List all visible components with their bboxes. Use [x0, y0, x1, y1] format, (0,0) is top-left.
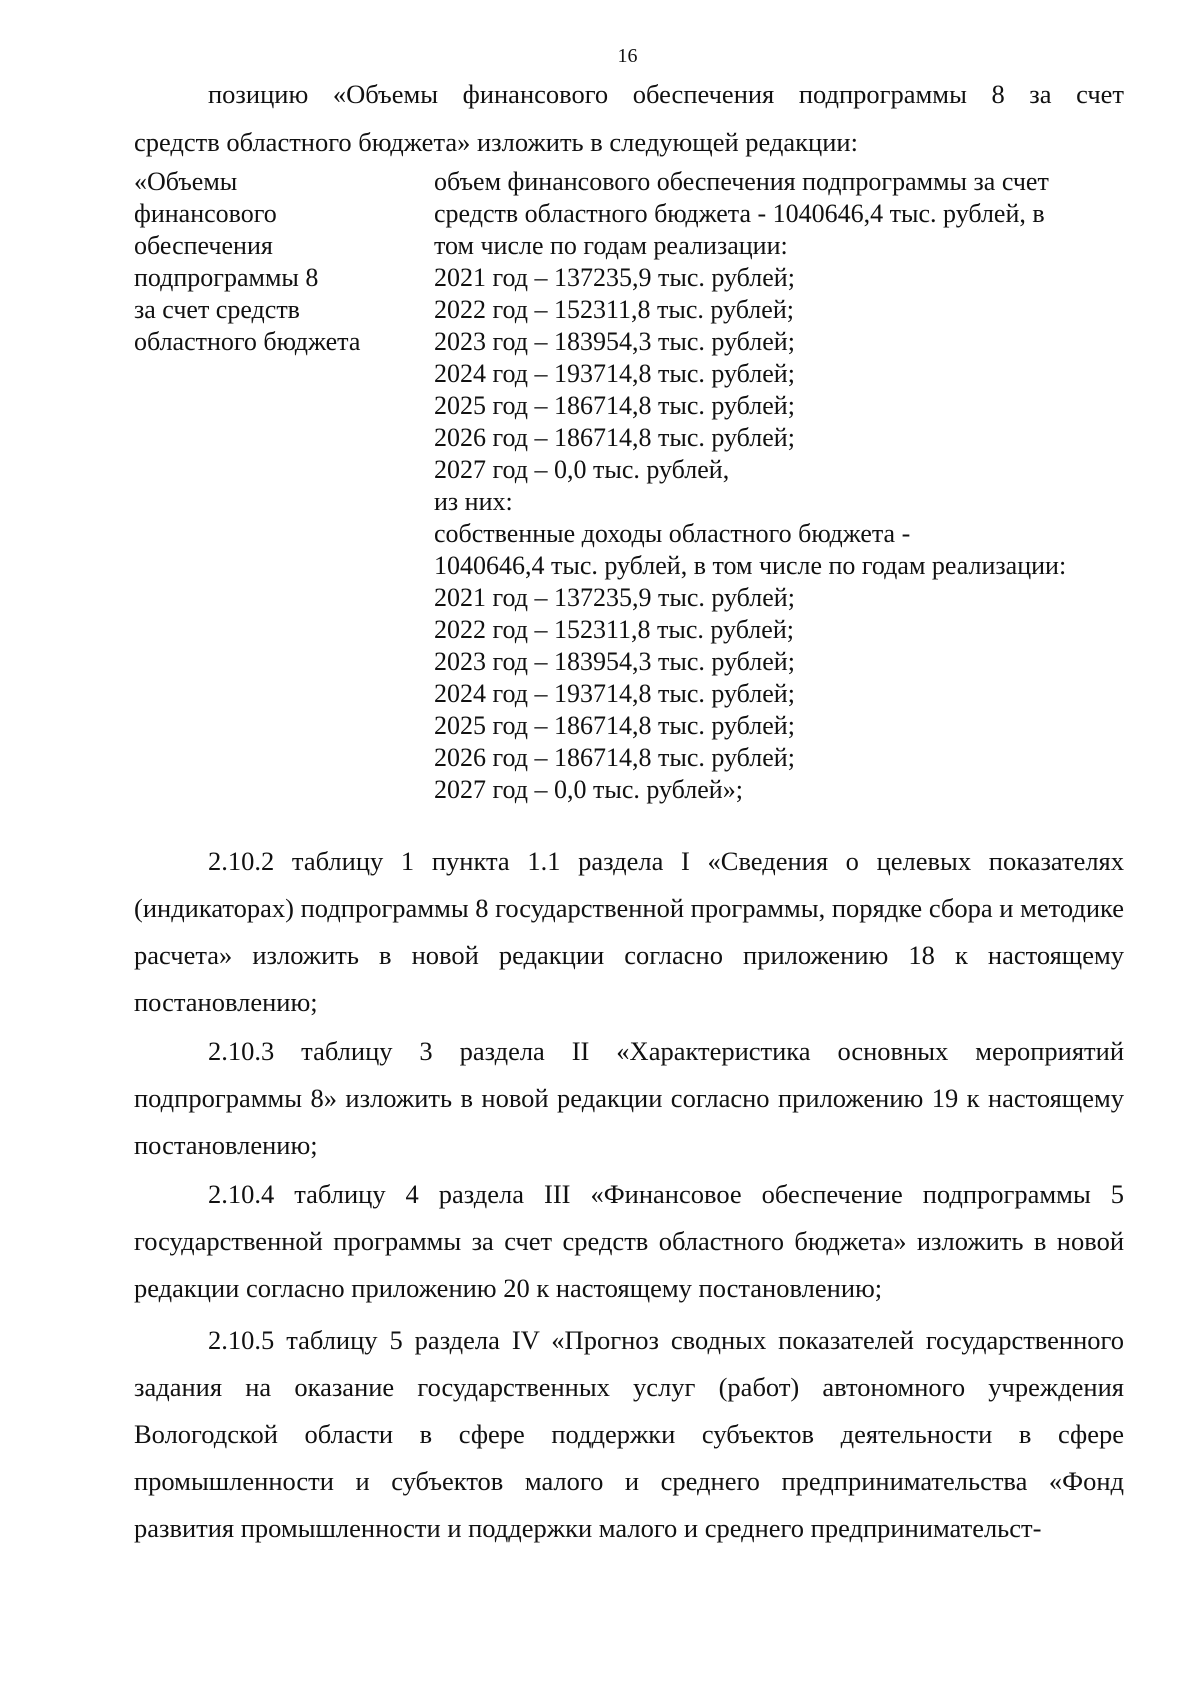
right-line: собственные доходы областного бюджета -: [434, 519, 911, 548]
right-line: 2024 год – 193714,8 тыс. рублей;: [434, 359, 795, 388]
right-line: средств областного бюджета - 1040646,4 тыс. рублей, в: [434, 199, 1045, 228]
left-line: финансового: [134, 199, 277, 228]
left-line: областного бюджета: [134, 327, 361, 356]
right-line: 2024 год – 193714,8 тыс. рублей;: [434, 679, 795, 708]
right-line: 2027 год – 0,0 тыс. рублей»;: [434, 775, 743, 804]
paragraph-2-10-2: 2.10.2 таблицу 1 пункта 1.1 раздела I «Сведения о целевых показателях (индикаторах) подпрограммы 8 государственной программы, порядке сбора и методике расчета» изложить в новой редакции согласно приложению 18 к настоящему постановлению;: [134, 846, 1124, 1017]
right-line: 2022 год – 152311,8 тыс. рублей;: [434, 295, 794, 324]
intro-line-1: позицию «Объемы финансового обеспечения подпрограммы 8 за счет: [208, 79, 1124, 109]
page-number: 16: [617, 45, 638, 67]
left-line: обеспечения: [134, 231, 273, 260]
intro-line-2: средств областного бюджета» изложить в следующей редакции:: [134, 127, 858, 157]
right-line: 2026 год – 186714,8 тыс. рублей;: [434, 743, 795, 772]
right-line: 2027 год – 0,0 тыс. рублей,: [434, 455, 730, 484]
table-right-column: [434, 166, 1154, 806]
table-left-column: [134, 166, 424, 358]
right-line: 2025 год – 186714,8 тыс. рублей;: [434, 391, 795, 420]
right-line: том числе по годам реализации:: [434, 231, 788, 260]
paragraph-2-10-3: 2.10.3 таблицу 3 раздела II «Характеристика основных мероприятий подпрограммы 8» изложить в новой редакции согласно приложению 19 к настоящему постановлению;: [134, 1036, 1124, 1160]
right-line: 2025 год – 186714,8 тыс. рублей;: [434, 711, 795, 740]
right-line: 2021 год – 137235,9 тыс. рублей;: [434, 583, 795, 612]
left-line: «Объемы: [134, 167, 238, 196]
paragraph-2-10-4: 2.10.4 таблицу 4 раздела III «Финансовое обеспечение подпрограммы 5 государственной программы за счет средств областного бюджета» изложить в новой редакции согласно приложению 20 к настоящему постановлению;: [134, 1179, 1124, 1303]
left-line: подпрограммы 8: [134, 263, 319, 292]
right-line: 2023 год – 183954,3 тыс. рублей;: [434, 647, 795, 676]
left-line: за счет средств: [134, 295, 300, 324]
right-line: 2023 год – 183954,3 тыс. рублей;: [434, 327, 795, 356]
right-line: объем финансового обеспечения подпрограммы за счет: [434, 167, 1049, 196]
right-line: 2026 год – 186714,8 тыс. рублей;: [434, 423, 795, 452]
intro-paragraph: [134, 70, 1124, 166]
right-line: 2022 год – 152311,8 тыс. рублей;: [434, 615, 794, 644]
right-line: из них:: [434, 487, 513, 516]
paragraph-2-10-5: 2.10.5 таблицу 5 раздела IV «Прогноз сводных показателей государственного задания на оказание государственных услуг (работ) автономного учреждения Вологодской области в сфере поддержки субъектов деятельности в сфере промышленности и субъектов малого и среднего предпринимательства «Фонд развития промышленности и поддержки малого и среднего предпринимательст-: [134, 1325, 1124, 1543]
right-line: 1040646,4 тыс. рублей, в том числе по годам реализации:: [434, 551, 1067, 580]
right-line: 2021 год – 137235,9 тыс. рублей;: [434, 263, 795, 292]
